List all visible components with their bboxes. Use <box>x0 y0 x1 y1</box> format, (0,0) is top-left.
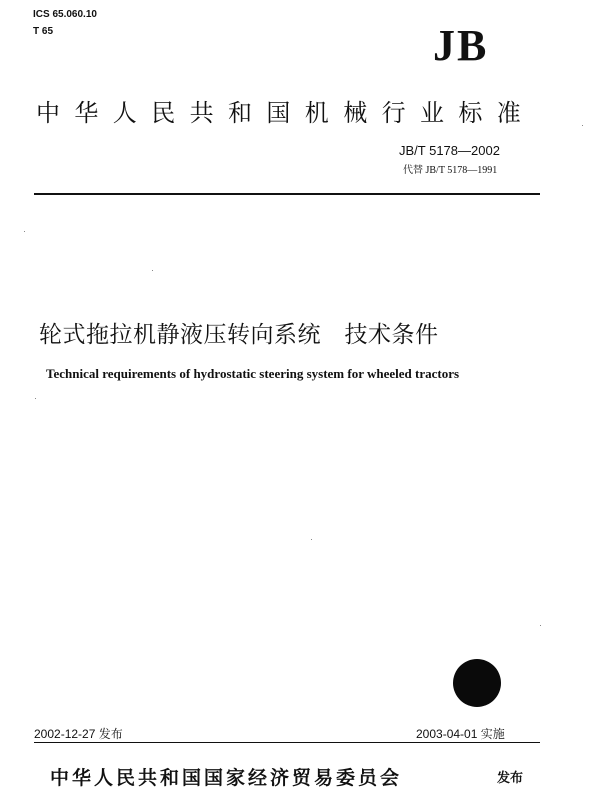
scan-speck <box>540 625 541 626</box>
english-title: Technical requirements of hydrostatic steering system for wheeled tractors <box>46 366 460 381</box>
issuing-authority: 中华人民共和国国家经济贸易委员会 <box>50 767 403 789</box>
seal-mark <box>453 659 501 707</box>
issuer-verb: 发布 <box>497 771 524 786</box>
implementation-date: 2003-04-01 实施 <box>416 727 505 741</box>
ics-code: ICS 65.060.10 <box>33 9 97 20</box>
scan-speck <box>35 398 36 399</box>
scan-speck <box>152 270 153 271</box>
scan-speck <box>24 231 25 232</box>
standard-category-title: 中华人民共和国机械行业标准 <box>36 99 536 127</box>
bottom-divider <box>34 742 540 743</box>
classification-code: T 65 <box>33 26 54 37</box>
chinese-title: 轮式拖拉机静液压转向系统 技术条件 <box>39 322 439 348</box>
top-divider <box>34 193 540 195</box>
scan-speck <box>582 125 583 126</box>
standard-code: JB/T 5178—2002 <box>399 143 500 158</box>
scan-speck <box>311 539 312 540</box>
issue-date: 2002-12-27 发布 <box>34 727 123 741</box>
jb-logo: JB <box>433 21 489 70</box>
replaces-note: 代替 JB/T 5178—1991 <box>403 165 498 176</box>
